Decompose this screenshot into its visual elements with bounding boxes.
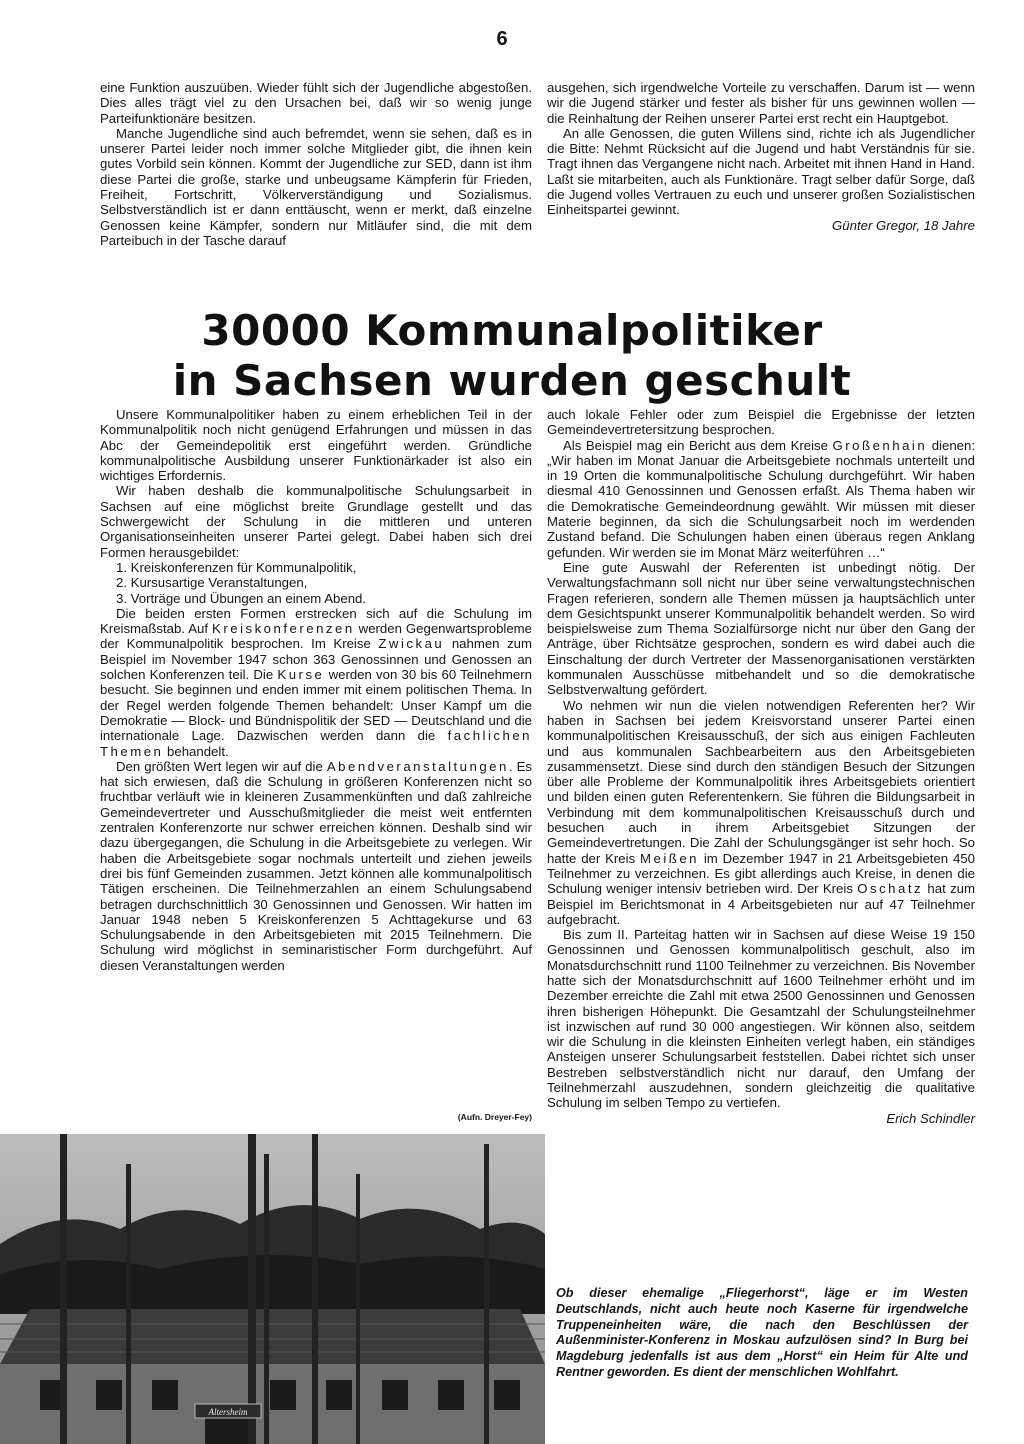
paragraph bbox=[100, 759, 532, 973]
text-run: Den größten Wert legen wir auf die bbox=[116, 758, 327, 774]
paragraph: Manche Jugendliche sind auch befremdet, wenn sie sehen, daß es in unserer Partei leider noch immer solche Mitglieder gibt, die ihnen kein gutes Vorbild sein können. Kommt der Jugendliche zur SED, dann ist ihm diese Partei die große, starke und unbeugsame Kämpferin für Frieden, Freiheit, Fortschritt, Völkerverständigung und Sozialismus. Selbstverständlich ist er dann enttäuscht, wenn er merkt, daß einzelne Genossen keine Kämpfer, sondern nur Mitläufer sind, die mit dem Parteibuch in der Tasche darauf bbox=[100, 125, 532, 248]
list-item: 3. Vorträge und Übungen an einem Abend. bbox=[116, 590, 367, 606]
paragraph: ausgehen, sich irgendwelche Vorteile zu verschaffen. Darum ist — wenn wir die Jugend stärker und fester als bisher für uns gewinnen wollen — die Reinhaltung der Reihen unserer Partei erst recht ein Hauptgebot. bbox=[547, 80, 975, 126]
top-left-column bbox=[100, 80, 532, 248]
page-number: 6 bbox=[496, 28, 508, 50]
spaced-emphasis: Großenhain bbox=[832, 437, 928, 453]
paragraph bbox=[100, 606, 532, 759]
article-right-column bbox=[547, 407, 975, 1126]
text-run: nahmen zum Beispiel im November 1947 schon 363 Genossinnen und Genossen an solchen Konferenzen teil. Die bbox=[100, 636, 532, 683]
list-item: 1. Kreiskonferenzen für Kommunalpolitik, bbox=[116, 559, 357, 575]
paragraph: eine Funktion auszuüben. Wieder fühlt sich der Jugendliche abgestoßen. Dies alles trägt viel zu den Ursachen bei, daß wir so wenig junge Parteifunktionäre besitzen. bbox=[100, 80, 532, 126]
spaced-emphasis: Abendveranstaltungen bbox=[326, 758, 509, 774]
paragraph: Wir haben deshalb die kommunalpolitische Schulungsarbeit in Sachsen auf eine möglichst breite Grundlage gestellt und das Schwergewicht der Schulung in die mittleren und unteren Organisationseinheiten unserer Partei gelegt. Dabei haben sich drei Formen herausgebildet: bbox=[100, 483, 532, 560]
headline-line: in Sachsen wurden geschult bbox=[172, 356, 852, 405]
building-photo-image bbox=[0, 1134, 545, 1444]
spaced-emphasis: Kreiskonferenzen bbox=[212, 621, 355, 637]
article-left-column bbox=[100, 407, 532, 973]
building-photo bbox=[0, 1134, 545, 1444]
text-run: Wo nehmen wir nun die vielen notwendigen Referenten her? Wir haben in Sachsen bei jedem Kreisvorstand unserer Partei einen kommunalpolitischen Kreisausschuß, der sich aus einigen Fachleuten und aus kommunalen Sachbearbeitern aus den Arbeitsgebieten zusammensetzt. Diese sind durch den ständigen Besuch der Sitzungen über alle Probleme der Kommunalpolitik ihres Arbeitsgebiets orientiert und bilden einen guten Referentenkern. Sie führen die Bildungsarbeit in Verbindung mit dem kommunalpolitischen Kreisausschuß durch und besuchen auch in ihrem Arbeitsgebiet Sitzungen der Gemeindevertretungen. Die Zahl der Schulungsgänger ist sehr hoch. So hatte der Kreis bbox=[547, 697, 975, 866]
paragraph: Eine gute Auswahl der Referenten ist unbedingt nötig. Der Verwaltungsfachmann soll nicht nur über seine verwaltungstechnischen Fragen referieren, sondern alle Themen müssen ja hauptsächlich unter dem Gesichtspunkt unserer Kommunalpolitik behandelt werden. So wird beispielsweise zum Thema Sozialfürsorge nicht nur über den Gang der Anträge, über Richtsätze gesprochen, sondern es wird dabei auch die Einschaltung der durch Vertreter der Massenorganisationen verstärkten kommunalen Ausschüsse mitbehandelt und so die demokratische Selbstverwaltung gefördert. bbox=[547, 559, 975, 698]
top-right-column bbox=[547, 80, 975, 233]
text-run: . Es hat sich erwiesen, daß die Schulung in größeren Konferenzen nicht so fruchtbar verläuft wie in kleineren Zusammenkünften und daß zahlreiche Gemeindevertreter und Ausschußmitglieder die meist weit entfernten zentralen Konferenzorte nur schwer erreichen können. Deshalb sind wir dazu übergegangen, die Schulung in die Arbeitsgebiete zu verlegen. Wir haben die Arbeitsgebiete sogar nochmals unterteilt und ziehen jeweils drei bis fünf Gemeinden zusammen. Jetzt können alle kommunalpolitisch Tätigen erscheinen. Die Teilnehmerzahlen an einem Schulungsabend betragen durchschnittlich 30 Genossinnen und Genossen. Wir hatten im Januar 1948 neben 5 Kreiskonferenzen 5 Achttagekurse und 63 Schulungsabende in den Arbeitsgebieten mit 2015 Teilnehmern. Die Schulung wird möglichst in seminaristischer Form durchgeführt. Auf diesen Veranstaltungen werden bbox=[100, 758, 532, 973]
photo-caption: Ob dieser ehemalige „Fliegerhorst“, läge er im Westen Deutschlands, nicht auch heute noch Kaserne für irgendwelche Truppeneinheiten wäre, die nach den Beschlüssen der Außenminister-Konferenz in Moskau aufzulösen sind? In Burg bei Magdeburg jedenfalls ist aus dem „Horst“ ein Heim für Alte und Rentner geworden. Es dient der menschlichen Wohlfahrt. bbox=[556, 1286, 968, 1379]
sign-text: Altersheim bbox=[208, 1407, 248, 1417]
text-run: Als Beispiel mag ein Bericht aus dem Kreise bbox=[563, 437, 833, 453]
paragraph: An alle Genossen, die guten Willens sind, richte ich als Jugendlicher die Bitte: Nehmt Rücksicht auf die Jugend und habt Verständnis für sie. Tragt ihnen das Vergangene nicht nach. Arbeitet mit ihnen Hand in Hand. Laßt sie mitarbeiten, auch als Funktionäre. Tragt selber dafür Sorge, daß die Jugend volles Vertrauen zu euch und unserer großen Sozialistischen Einheitspartei gewinnt. bbox=[547, 125, 975, 218]
headline-line: 30000 Kommunalpolitiker bbox=[201, 306, 823, 355]
author-signature: Erich Schindler bbox=[886, 1110, 975, 1126]
spaced-emphasis: Kurse bbox=[277, 667, 325, 683]
paragraph bbox=[547, 438, 975, 560]
text-run: werden Gegenwartsprobleme der Kommunalpolitik besprochen. Im Kreise bbox=[100, 621, 532, 652]
paragraph: Unsere Kommunalpolitiker haben zu einem erheblichen Teil in der Kommunalpolitik noch nicht genügend Erfahrungen und müssen in das Abc der Gemeindepolitik erst eingeführt werden. Gründliche kommunalpolitische Ausbildung unserer Funktionärkader ist also ein wichtiges Erfordernis. bbox=[100, 407, 532, 484]
text-run: behandelt. bbox=[163, 743, 229, 759]
text-run: hat zum Beispiel im Berichtsmonat in 4 Arbeitsgebieten nur auf 47 Teilnehmer aufgebracht. bbox=[547, 881, 975, 927]
text-run: dienen: „Wir haben im Monat Januar die Arbeitsgebiete nochmals unterteilt und in 19 Orten die kommunalpolitische Schulung durchgeführt. Wir haben diesmal 410 Genossinnen und Genossen erfaßt. Als Thema haben wir die Demokratische Gemeindeordnung gewählt. Wir müssen mit dieser Materie beginnen, da sich die Schulungsarbeit noch im werdenden Zustand befand. Die Schulungen haben einen überaus regen Anklang gefunden. Wir werden sie im Monat März weiterführen …“ bbox=[547, 437, 975, 560]
text-run: werden von 30 bis 60 Teilnehmern besucht. Sie beginnen und enden immer mit einem politischen Thema. In der Regel werden folgende Themen behandelt: Unser Kampf um die Demokratie — Block- und Bündnispolitik der SED — Deutschland und die internationale Lage. Dazwischen werden dann die bbox=[100, 667, 532, 744]
list-item: 2. Kursusartige Veranstaltungen, bbox=[116, 575, 308, 591]
paragraph bbox=[547, 698, 975, 927]
spaced-emphasis: Oschatz bbox=[857, 881, 924, 897]
text-run: im Dezember 1947 in 21 Arbeitsgebieten 450 Teilnehmer zu verzeichnen. Es gibt allerdings auch Kreise, in denen die Schulung weniger intensiv betrieben wird. Der Kreis bbox=[547, 850, 975, 897]
spaced-emphasis: Zwickau bbox=[378, 636, 445, 652]
spaced-emphasis: fachlichen Themen bbox=[100, 728, 532, 759]
article-headline bbox=[0, 306, 1024, 406]
spaced-emphasis: Meißen bbox=[640, 850, 700, 866]
author-signature: Günter Gregor, 18 Jahre bbox=[832, 217, 975, 233]
photo-credit: (Aufn. Dreyer-Fey) bbox=[457, 1112, 532, 1122]
text-run: Die beiden ersten Formen erstrecken sich auf die Schulung im Kreismaßstab. Auf bbox=[100, 605, 532, 637]
paragraph: auch lokale Fehler oder zum Beispiel die Ergebnisse der letzten Gemeindevertretersitzung besprochen. bbox=[547, 407, 975, 438]
paragraph: Bis zum II. Parteitag hatten wir in Sachsen auf diese Weise 19 150 Genossinnen und Genossen kommunalpolitisch geschult, also im Monatsdurchschnitt rund 1100 Teilnehmer zu verzeichnen. Bis November hatte sich der Monatsdurchschnitt auf 1600 Teilnehmer erhöht und im Dezember erreichte die Zahl mit etwa 2500 Genossinnen und Genossen ihren bisherigen Höhepunkt. Die Gesamtzahl der Schulungsteilnehmer ist inzwischen auf rund 30 000 angestiegen. Wir können also, seitdem wir die Schulung in die kleinsten Einheiten verlegt haben, ein ständiges Ansteigen unserer Schulungsarbeit feststellen. Dabei richtet sich unser Bestreben selbstverständlich nicht nur darauf, den Umfang der Teilnehmerzahl auszudehnen, sondern gleichzeitig die qualitative Schulung im selben Tempo zu vertiefen. bbox=[547, 927, 975, 1111]
